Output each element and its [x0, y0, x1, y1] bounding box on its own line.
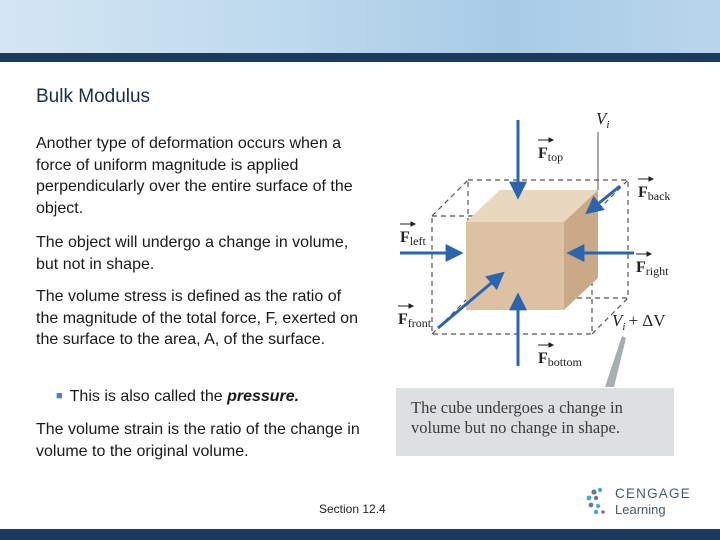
logo-text-cengage: CENGAGE: [615, 486, 691, 501]
header-rule: [0, 53, 720, 62]
figure-caption: The cube undergoes a change in volume but no change in shape.: [396, 388, 674, 456]
label-f-left: Fleft: [400, 229, 426, 248]
paragraph-volume-strain: The volume strain is the ratio of the change in volume to the original volume.: [36, 421, 360, 460]
paragraph-volume-change: The object will undergo a change in volume, but not in shape.: [36, 234, 349, 273]
label-vi-plus-dv: $V_i + \Delta V$: [612, 311, 666, 333]
footer-section-label: Section 12.4: [319, 502, 386, 516]
cengage-logo-icon: [585, 486, 613, 516]
bullet-emphasis: pressure.: [227, 388, 300, 405]
callout-pointer: [605, 336, 626, 387]
label-vi: $V_i$: [596, 109, 610, 131]
bullet-pressure: [56, 386, 299, 408]
bullet-marker-icon: ■: [56, 390, 63, 402]
label-f-back: Fback: [638, 184, 671, 203]
paragraph-volume-stress: The volume stress is defined as the ratio of the magnitude of the total force, F, exerted on the surface to the area, A, of the surface.: [36, 288, 358, 348]
label-f-bottom: Fbottom: [538, 350, 582, 369]
cube-front-face: [466, 222, 564, 310]
logo-text-learning: Learning: [615, 502, 666, 517]
label-f-right: Fright: [636, 259, 669, 278]
label-f-front: Ffront: [398, 311, 432, 330]
cube-diagram: [380, 105, 700, 387]
bullet-text: This is also called the: [69, 388, 228, 405]
footer-rule: [0, 529, 720, 540]
slide-title: Bulk Modulus: [36, 86, 151, 107]
label-f-top: Ftop: [538, 145, 564, 164]
inner-cube: [466, 190, 598, 310]
paragraph-deformation: Another type of deformation occurs when a force of uniform magnitude is applied perpendicularly over the entire surface of the object.: [36, 135, 353, 217]
header-banner: [0, 0, 720, 54]
cengage-logo: [585, 484, 690, 520]
